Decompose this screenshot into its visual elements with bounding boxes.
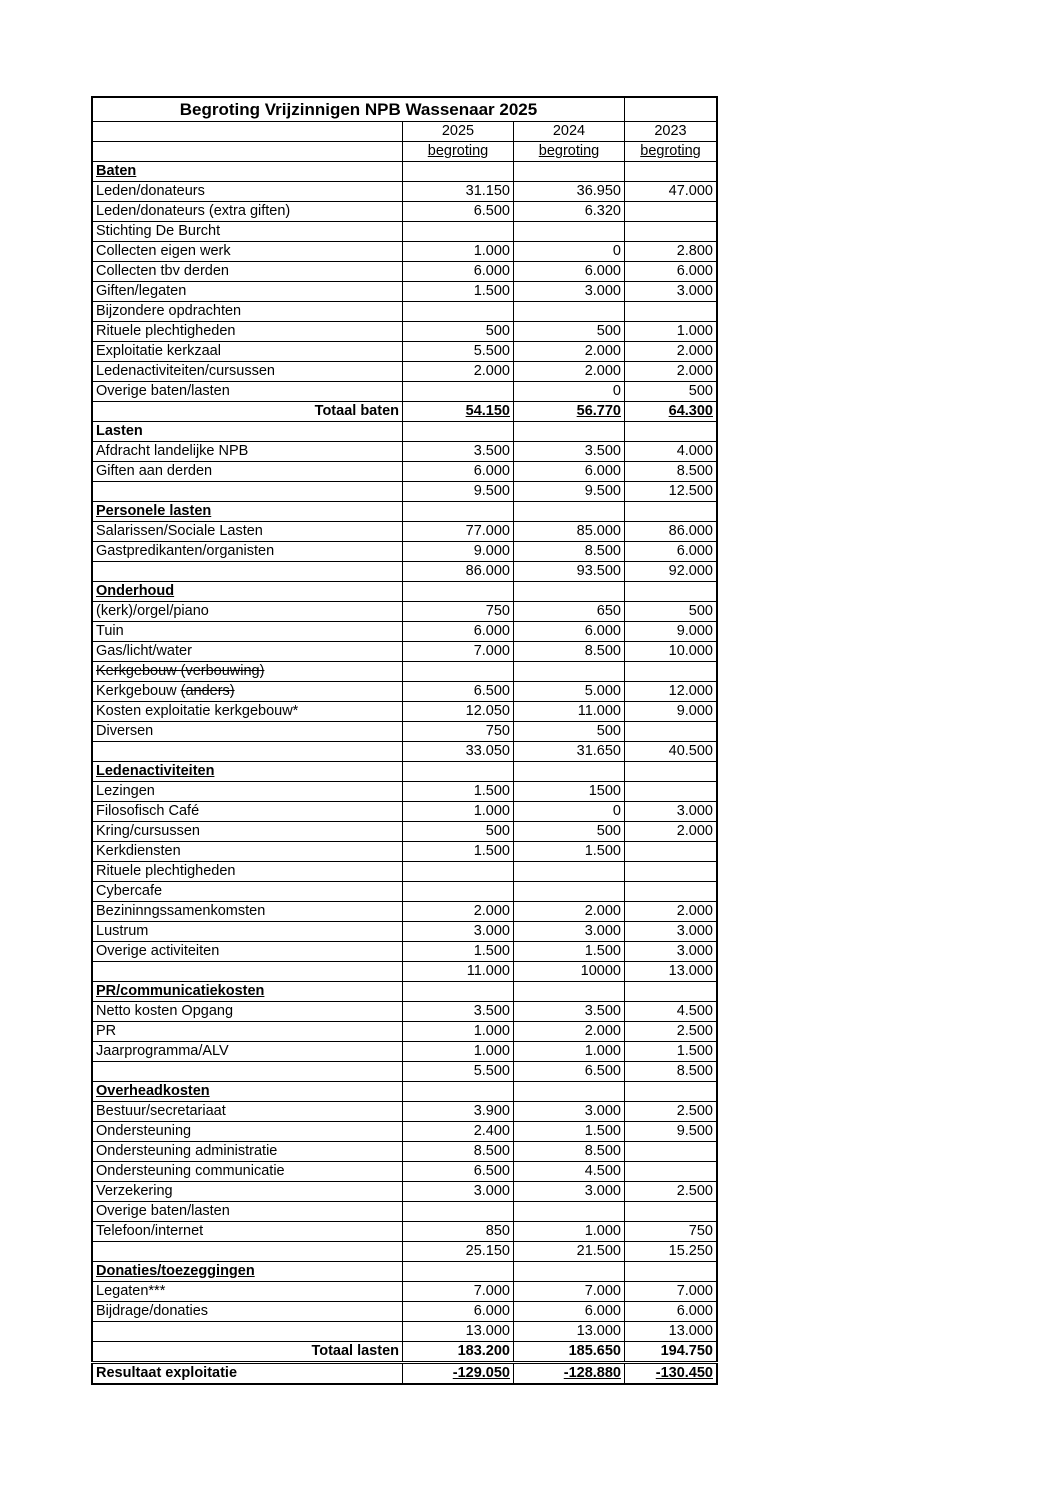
table-row	[92, 942, 717, 962]
value-2023: 2.000	[676, 363, 713, 379]
table-row	[92, 682, 717, 702]
value-2025: 500	[485, 823, 510, 839]
value-2024: 1.000	[584, 1223, 621, 1239]
value-2025: 183.200	[457, 1343, 510, 1359]
subtotal-row	[92, 742, 717, 762]
table-row	[92, 822, 717, 842]
value-2025: 3.000	[473, 1183, 510, 1199]
value-2023: 194.750	[660, 1343, 713, 1359]
row-label: Ondersteuning	[96, 1123, 192, 1139]
value-2024: 3.000	[584, 283, 621, 299]
row-label: Jaarprogramma/ALV	[96, 1043, 229, 1059]
table-row	[92, 862, 717, 882]
value-2024: 7.000	[584, 1283, 621, 1299]
table-row	[92, 322, 717, 342]
value-2023: 500	[688, 603, 713, 619]
value-2024: 500	[596, 723, 621, 739]
value-2023: 47.000	[668, 183, 713, 199]
value-2023: 6.000	[676, 543, 713, 559]
value-2023: 3.000	[676, 923, 713, 939]
row-label: Afdracht landelijke NPB	[96, 443, 249, 459]
value-2023: 40.500	[668, 743, 713, 759]
value-2024: 3.000	[584, 1183, 621, 1199]
subtotal-row	[92, 1242, 717, 1262]
value-2025: 54.150	[465, 403, 510, 419]
value-2025: 2.000	[473, 903, 510, 919]
value-2023: 500	[688, 383, 713, 399]
value-2025: 9.500	[473, 483, 510, 499]
value-2025: 11.000	[466, 963, 510, 979]
row-label: Cybercafe	[96, 883, 163, 899]
row-label: Bestuur/secretariaat	[96, 1103, 226, 1119]
value-2024: 10000	[580, 963, 621, 979]
value-2023: 3.000	[676, 283, 713, 299]
grand-row	[92, 402, 717, 422]
value-2024: 13.000	[576, 1323, 621, 1339]
value-2025: 3.900	[473, 1103, 510, 1119]
value-2024: 185.650	[568, 1343, 621, 1359]
row-label: Netto kosten Opgang	[96, 1003, 234, 1019]
total-row	[92, 1342, 717, 1363]
table-row	[92, 1002, 717, 1022]
value-2024: 3.000	[584, 923, 621, 939]
value-2025: 1.000	[473, 1043, 510, 1059]
table-row	[92, 262, 717, 282]
value-2024: 1.500	[584, 1123, 621, 1139]
row-label: Totaal lasten	[311, 1343, 399, 1359]
year-header-row	[92, 122, 717, 142]
value-2024: 500	[596, 823, 621, 839]
value-2023: 64.300	[668, 403, 713, 419]
value-2023: 13.000	[668, 963, 713, 979]
value-2025: 1.500	[473, 283, 510, 299]
table-row	[92, 542, 717, 562]
row-label: Gastpredikanten/organisten	[96, 543, 275, 559]
row-label: Kerkdiensten	[96, 843, 181, 859]
row-label: Leden/donateurs	[96, 183, 205, 199]
row-label: Ondersteuning administratie	[96, 1143, 278, 1159]
value-2024: 6.000	[584, 263, 621, 279]
header-label-cell	[92, 122, 403, 142]
value-2024: 3.500	[584, 1003, 621, 1019]
value-2025: 6.500	[473, 1163, 510, 1179]
value-2025: 750	[485, 723, 510, 739]
subheader-begroting-2025: begroting	[427, 143, 489, 159]
value-2024: 2.000	[584, 363, 621, 379]
value-2025: 6.000	[473, 463, 510, 479]
table-row	[92, 1042, 717, 1062]
row-label: Filosofisch Café	[96, 803, 200, 819]
value-2023: 86.000	[668, 523, 713, 539]
value-2025: 1.000	[473, 1023, 510, 1039]
value-2024: 1.500	[584, 843, 621, 859]
subtotal-row	[92, 562, 717, 582]
value-2024: 6.500	[584, 1063, 621, 1079]
value-2025: 2.400	[473, 1123, 510, 1139]
value-2024: 0	[612, 383, 621, 399]
value-2023: 12.000	[668, 683, 713, 699]
value-2023: 4.500	[676, 1003, 713, 1019]
row-label: PR/communicatiekosten	[96, 983, 265, 999]
value-2025: 1.500	[473, 943, 510, 959]
table-row	[92, 802, 717, 822]
value-2023: 2.500	[676, 1183, 713, 1199]
value-2024: 650	[596, 603, 621, 619]
value-2025: 2.000	[473, 363, 510, 379]
row-label: Giften/legaten	[96, 283, 187, 299]
row-label: Totaal baten	[314, 403, 399, 419]
value-2024: 0	[612, 803, 621, 819]
strike-row	[92, 662, 717, 682]
table-row	[92, 442, 717, 462]
value-2023: 9.000	[676, 623, 713, 639]
row-label: Lasten	[96, 423, 143, 439]
value-2023: 1.500	[676, 1043, 713, 1059]
subheader-row	[92, 142, 717, 162]
table-row	[92, 202, 717, 222]
value-2023: 6.000	[676, 1303, 713, 1319]
table-row	[92, 1122, 717, 1142]
subtotal-row	[92, 1322, 717, 1342]
subtotal-row	[92, 962, 717, 982]
value-2024: 3.000	[584, 1103, 621, 1119]
table-row	[92, 382, 717, 402]
subheader-begroting-2024: begroting	[538, 143, 600, 159]
table-row	[92, 1142, 717, 1162]
year-header-2023: 2023	[625, 122, 718, 142]
value-2023: 15.250	[668, 1243, 713, 1259]
row-label: Stichting De Burcht	[96, 223, 221, 239]
value-2024: 31.650	[576, 743, 621, 759]
value-2023: 4.000	[676, 443, 713, 459]
value-2023: 12.500	[668, 483, 713, 499]
subtotal-row	[92, 1062, 717, 1082]
value-2023: 13.000	[668, 1323, 713, 1339]
table-row	[92, 882, 717, 902]
value-2025: 1.500	[473, 843, 510, 859]
value-2023: -130.450	[655, 1365, 713, 1381]
table-row	[92, 1182, 717, 1202]
table-row	[92, 222, 717, 242]
row-label: Salarissen/Sociale Lasten	[96, 523, 263, 539]
budget-table	[91, 96, 718, 1385]
value-2024: 4.500	[584, 1163, 621, 1179]
section-header-row	[92, 762, 717, 782]
row-label: Exploitatie kerkzaal	[96, 343, 221, 359]
value-2024: 11.000	[577, 703, 621, 719]
value-2024: 2.000	[584, 343, 621, 359]
row-label: (kerk)/orgel/piano	[96, 603, 209, 619]
value-2023: 6.000	[676, 263, 713, 279]
table-row	[92, 1202, 717, 1222]
value-2024: 8.500	[584, 543, 621, 559]
table-row	[92, 902, 717, 922]
value-2025: 25.150	[465, 1243, 510, 1259]
row-label: Lustrum	[96, 923, 149, 939]
section-header-row	[92, 982, 717, 1002]
table-row	[92, 702, 717, 722]
value-2024: 6.000	[584, 623, 621, 639]
section-header-row	[92, 582, 717, 602]
value-2025: -129.050	[452, 1365, 510, 1381]
table-row	[92, 782, 717, 802]
subheader-begroting-2023: begroting	[640, 143, 701, 159]
row-label: Lezingen	[96, 783, 155, 799]
subtotal-row	[92, 482, 717, 502]
row-label: Overige baten/lasten	[96, 383, 230, 399]
table-row	[92, 462, 717, 482]
row-label: Leden/donateurs (extra giften)	[96, 203, 291, 219]
value-2023: 8.500	[676, 463, 713, 479]
row-label: Diversen	[96, 723, 154, 739]
value-2023: 8.500	[676, 1063, 713, 1079]
title-empty-cell	[625, 97, 718, 122]
value-2025: 1.000	[473, 243, 510, 259]
table-row	[92, 1022, 717, 1042]
value-2025: 7.000	[473, 1283, 510, 1299]
value-2024: 56.770	[576, 403, 621, 419]
value-2023: 2.000	[676, 903, 713, 919]
value-2024: 6.320	[584, 203, 621, 219]
value-2025: 13.000	[465, 1323, 510, 1339]
value-2024: 8.500	[584, 1143, 621, 1159]
value-2024: 0	[612, 243, 621, 259]
row-label: Rituele plechtigheden	[96, 323, 236, 339]
row-label: Collecten eigen werk	[96, 243, 231, 259]
table-row	[92, 1282, 717, 1302]
value-2025: 86.000	[465, 563, 510, 579]
value-2025: 7.000	[473, 643, 510, 659]
section-header-row	[92, 1262, 717, 1282]
title-row	[92, 97, 717, 122]
table-row	[92, 302, 717, 322]
value-2024: 1.500	[584, 943, 621, 959]
table-row	[92, 1102, 717, 1122]
value-2025: 1.000	[473, 803, 510, 819]
value-2024: 3.500	[584, 443, 621, 459]
row-label: Ledenactiviteiten/cursussen	[96, 363, 275, 379]
row-label: Resultaat exploitatie	[96, 1365, 238, 1381]
section-header-row	[92, 1082, 717, 1102]
value-2024: -128.880	[563, 1365, 621, 1381]
row-label: Tuin	[96, 623, 124, 639]
value-2025: 6.500	[473, 683, 510, 699]
row-label: Overheadkosten	[96, 1083, 210, 1099]
row-label: Giften aan derden	[96, 463, 213, 479]
row-label: Bezininngssamenkomsten	[96, 903, 266, 919]
row-label: Personele lasten	[96, 503, 212, 519]
value-2025: 6.500	[473, 203, 510, 219]
table-row	[92, 242, 717, 262]
value-2025: 6.000	[473, 623, 510, 639]
subheader-label-cell	[92, 142, 403, 162]
table-row	[92, 522, 717, 542]
value-2024: 36.950	[576, 183, 621, 199]
table-row	[92, 342, 717, 362]
row-label: Donaties/toezeggingen	[96, 1263, 255, 1279]
value-2024: 5.000	[584, 683, 621, 699]
value-2025: 3.500	[473, 1003, 510, 1019]
section-header-row	[92, 502, 717, 522]
row-label: Gas/licht/water	[96, 643, 192, 659]
row-label-strikethrough: (anders)	[180, 683, 235, 699]
value-2024: 1500	[588, 783, 621, 799]
row-label: Onderhoud	[96, 583, 175, 599]
value-2024: 6.000	[584, 463, 621, 479]
value-2025: 3.500	[473, 443, 510, 459]
value-2025: 500	[485, 323, 510, 339]
table-row	[92, 282, 717, 302]
value-2023: 10.000	[668, 643, 713, 659]
value-2023: 3.000	[676, 803, 713, 819]
section-header-row	[92, 162, 717, 182]
value-2024: 8.500	[584, 643, 621, 659]
value-2025: 5.500	[473, 343, 510, 359]
row-label: Legaten***	[96, 1283, 166, 1299]
row-label: Rituele plechtigheden	[96, 863, 236, 879]
row-label: Verzekering	[96, 1183, 173, 1199]
value-2025: 850	[485, 1223, 510, 1239]
row-label: Overige activiteiten	[96, 943, 220, 959]
value-2024: 2.000	[584, 903, 621, 919]
row-label: Ondersteuning communicatie	[96, 1163, 285, 1179]
table-row	[92, 1222, 717, 1242]
table-row	[92, 362, 717, 382]
value-2023: 2.000	[676, 823, 713, 839]
value-2023: 3.000	[676, 943, 713, 959]
table-row	[92, 722, 717, 742]
table-row	[92, 1302, 717, 1322]
value-2023: 1.000	[676, 323, 713, 339]
row-label: Kerkgebouw	[96, 683, 181, 699]
row-label: Telefoon/internet	[96, 1223, 204, 1239]
value-2024: 85.000	[576, 523, 621, 539]
value-2023: 2.800	[676, 243, 713, 259]
value-2024: 21.500	[576, 1243, 621, 1259]
value-2024: 500	[596, 323, 621, 339]
value-2025: 33.050	[465, 743, 510, 759]
table-row	[92, 922, 717, 942]
value-2023: 2.000	[676, 343, 713, 359]
row-label: Collecten tbv derden	[96, 263, 229, 279]
row-label: Bijzondere opdrachten	[96, 303, 242, 319]
value-2024: 6.000	[584, 1303, 621, 1319]
value-2025: 6.000	[473, 263, 510, 279]
value-2025: 77.000	[465, 523, 510, 539]
table-row	[92, 622, 717, 642]
row-label: Kerkgebouw (verbouwing)	[96, 663, 265, 679]
value-2023: 9.500	[676, 1123, 713, 1139]
value-2025: 8.500	[473, 1143, 510, 1159]
value-2025: 6.000	[473, 1303, 510, 1319]
value-2025: 5.500	[473, 1063, 510, 1079]
budget-table-body	[92, 97, 717, 1384]
year-header-2025: 2025	[403, 122, 514, 142]
value-2025: 9.000	[473, 543, 510, 559]
table-row	[92, 642, 717, 662]
value-2025: 750	[485, 603, 510, 619]
row-label: Kosten exploitatie kerkgebouw*	[96, 703, 299, 719]
value-2023: 2.500	[676, 1103, 713, 1119]
table-row	[92, 842, 717, 862]
table-row	[92, 182, 717, 202]
value-2025: 31.150	[465, 183, 510, 199]
value-2025: 1.500	[473, 783, 510, 799]
value-2024: 9.500	[584, 483, 621, 499]
value-2023: 9.000	[676, 703, 713, 719]
row-label: Bijdrage/donaties	[96, 1303, 209, 1319]
row-label: Overige baten/lasten	[96, 1203, 230, 1219]
year-header-2024: 2024	[514, 122, 625, 142]
value-2023: 750	[688, 1223, 713, 1239]
value-2023: 2.500	[676, 1023, 713, 1039]
value-2023: 7.000	[676, 1283, 713, 1299]
value-2024: 1.000	[584, 1043, 621, 1059]
value-2023: 92.000	[668, 563, 713, 579]
bold-row	[92, 422, 717, 442]
page-title: Begroting Vrijzinnigen NPB Wassenaar 2025	[92, 97, 625, 122]
table-row	[92, 1162, 717, 1182]
table-row	[92, 602, 717, 622]
row-label: Baten	[96, 163, 137, 179]
row-label: Ledenactiviteiten	[96, 763, 215, 779]
value-2025: 12.050	[465, 703, 510, 719]
value-2025: 3.000	[473, 923, 510, 939]
value-2024: 93.500	[576, 563, 621, 579]
value-2024: 2.000	[584, 1023, 621, 1039]
row-label: PR	[96, 1023, 117, 1039]
result-row	[92, 1363, 717, 1385]
row-label: Kring/cursussen	[96, 823, 200, 839]
